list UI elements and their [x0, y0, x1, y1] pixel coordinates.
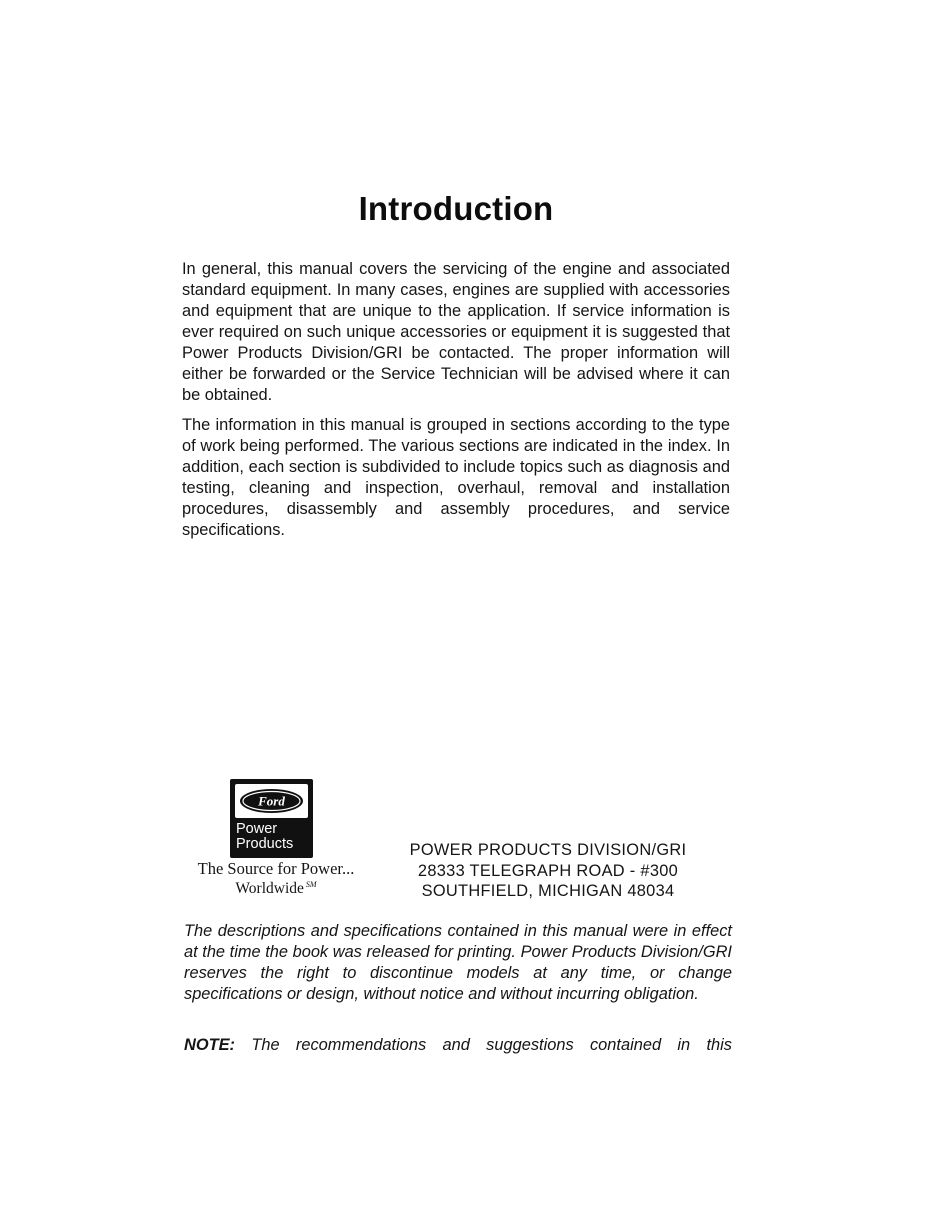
address-line-3: SOUTHFIELD, MICHIGAN 48034	[421, 882, 675, 900]
ford-wordmark: Ford	[258, 793, 285, 809]
tagline-worldwide: Worldwide	[235, 880, 304, 898]
note-label: NOTE:	[184, 1036, 235, 1054]
logo-oval-panel	[235, 784, 308, 818]
intro-paragraph-1: In general, this manual covers the servicing of the engine and associated standard equipment. In many cases, engines are supplied with accessories and equipment that are unique to the application. If service information is ever required on such unique accessories or equipment it is suggested that Power Products Division/GRI be contacted. The proper information will either be forwarded or the Service Technician will be advised where it can be obtained.	[182, 260, 730, 404]
cutoff-line-fragments	[184, 1058, 732, 1061]
ford-power-products-logo	[230, 779, 313, 858]
logo-text	[236, 822, 293, 852]
tagline-line-2	[178, 880, 374, 898]
note-paragraph	[184, 1035, 732, 1056]
company-address	[388, 840, 708, 902]
service-mark: SM	[305, 880, 317, 889]
note-text: The recommendations and suggestions contained in this	[235, 1036, 732, 1054]
logo-line-products: Products	[236, 836, 294, 852]
disclaimer-paragraph: The descriptions and specifications contained in this manual were in effect at the time the book was released for printing. Power Products Division/GRI reserves the right to discontinue models at any time, or change specifications or design, without notice and without incurring obligation.	[184, 922, 732, 1003]
intro-paragraph-2: The information in this manual is grouped in sections according to the type of work being performed. The various sections are indicated in the index. In addition, each section is subdivided to include topics such as diagnosis and testing, cleaning and inspection, overhaul, removal and installation procedures, disassembly and assembly procedures, and service specifications.	[182, 416, 730, 539]
logo-line-power: Power	[236, 821, 278, 837]
page-title: Introduction	[358, 190, 554, 227]
tagline-line-1: The Source for Power...	[197, 859, 355, 878]
ford-oval-icon	[239, 788, 304, 814]
address-line-2: 28333 TELEGRAPH ROAD - #300	[417, 861, 679, 880]
address-line-1: POWER PRODUCTS DIVISION/GRI	[409, 841, 687, 859]
